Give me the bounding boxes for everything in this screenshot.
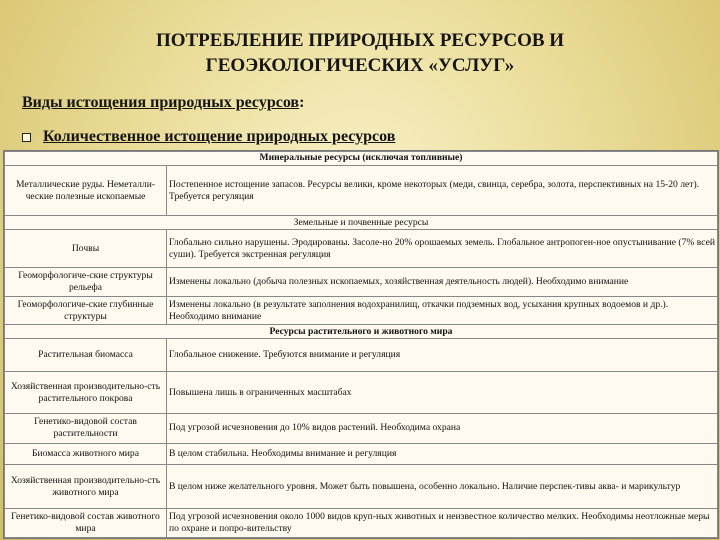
section-heading: [22, 94, 304, 112]
row-description: Под угрозой исчезновения около 1000 видов круп-ных животных и неизвестное количество мелких. Необходимы неотложные меры по охране и попро-вительству: [167, 509, 718, 538]
table-section-row: [5, 216, 718, 230]
page-title: [60, 28, 660, 78]
table-section-row: [5, 325, 718, 339]
resources-table: [3, 150, 719, 539]
table-row: [5, 414, 718, 444]
row-description: Постепенное истощение запасов. Ресурсы велики, кроме некоторых (меди, свинца, серебра, золота, перспективных на 15-20 лет). Требуется регуляция: [167, 165, 718, 216]
row-label: Растительная биомасса: [5, 339, 167, 372]
bullet-item: [22, 128, 395, 146]
title-line-1: ПОТРЕБЛЕНИЕ ПРИРОДНЫХ РЕСУРСОВ И: [155, 30, 565, 51]
row-description: Изменены локально (добыча полезных ископаемых, хозяйственная деятельность людей). Необходимо внимание: [167, 268, 718, 297]
row-description: Под угрозой исчезновения до 10% видов растений. Необходима охрана: [167, 414, 718, 444]
table-row: [5, 268, 718, 297]
section-flora-fauna: Ресурсы растительного и животного мира: [5, 325, 718, 339]
row-label: Хозяйственная производительно-сть растительного покрова: [5, 371, 167, 413]
table-row: [5, 296, 718, 325]
row-label: Генетико-видовой состав животного мира: [5, 509, 167, 538]
row-label: Геоморфологиче-ские глубинные структуры: [5, 296, 167, 325]
table-row: [5, 230, 718, 268]
table-row: [5, 165, 718, 216]
section-heading-text: Виды истощения природных ресурсов: [22, 94, 300, 111]
row-description: Глобальное снижение. Требуются внимание и регуляция: [167, 339, 718, 372]
table-row: [5, 464, 718, 508]
table-section-row: [5, 152, 718, 166]
row-label: Геоморфологиче-ские структуры рельефа: [5, 268, 167, 297]
row-description: Изменены локально (в результате заполнения водохранилищ, откачки подземных вод, усыхания крупных водоемов и др.). Необходимо внимание: [167, 296, 718, 325]
bullet-text: Количественное истощение природных ресурсов: [43, 128, 396, 145]
row-label: Металлические руды. Неметалли-ческие полезные ископаемые: [5, 165, 167, 216]
square-bullet-icon: [22, 133, 31, 142]
row-description: Повышена лишь в ограниченных масштабах: [167, 371, 718, 413]
row-description: В целом ниже желательного уровня. Может быть повышена, особенно локально. Наличие перспек-тивы аква- и марикультур: [167, 464, 718, 508]
row-label: Генетико-видовой состав растительности: [5, 414, 167, 444]
section-heading-colon: :: [299, 94, 305, 111]
section-land: Земельные и почвенные ресурсы: [5, 216, 718, 230]
table-row: [5, 509, 718, 538]
table-row: [5, 443, 718, 464]
title-line-2: ГЕОЭКОЛОГИЧЕСКИХ «УСЛУГ»: [205, 55, 515, 76]
row-label: Хозяйственная производительно-сть животного мира: [5, 464, 167, 508]
table-row: [5, 371, 718, 413]
row-description: Глобально сильно нарушены. Эродированы. Засоле-но 20% орошаемых земель. Глобальное антропоген-ное опустынивание (7% всей суши). Требуется экстренная регуляция: [167, 230, 718, 268]
row-label: Почвы: [5, 230, 167, 268]
table-row: [5, 339, 718, 372]
row-description: В целом стабильна. Необходимы внимание и регуляция: [167, 443, 718, 464]
row-label: Биомасса животного мира: [5, 443, 167, 464]
section-mineral: Минеральные ресурсы (исключая топливные): [5, 152, 718, 166]
